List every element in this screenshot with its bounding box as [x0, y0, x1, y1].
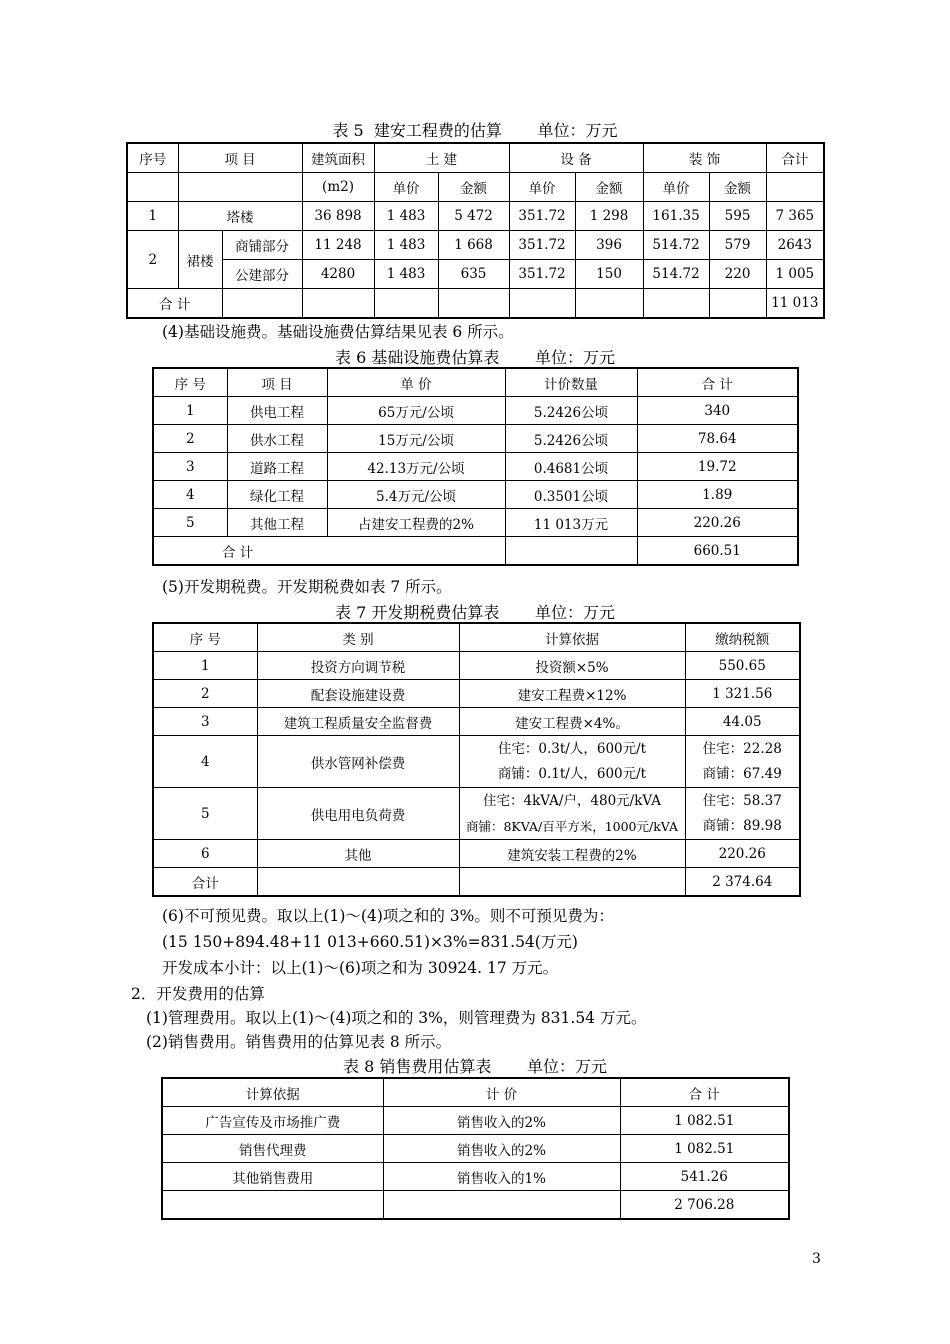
table-row [153, 509, 798, 537]
cell: 514.72 [643, 231, 709, 260]
cell: 建筑工程质量安全监督费 [257, 708, 459, 736]
t5-h-equip-price: 单价 [509, 173, 575, 202]
tax-line: 住宅：22.28 [702, 740, 782, 757]
table8-caption: 表 8 销售费用估算表 单位：万元 [343, 1057, 607, 1076]
cell: 635 [438, 260, 509, 289]
t5-h-deco-price: 单价 [643, 173, 709, 202]
table-row [162, 1107, 789, 1135]
cell: 65万元/公顷 [327, 397, 505, 425]
table-row [162, 1191, 789, 1220]
t6-h-qty: 计价数量 [505, 368, 637, 397]
cell: 投资额×5% [459, 652, 685, 680]
cell: 商铺部分 [222, 231, 302, 260]
cell: 6 [153, 840, 257, 868]
cell: 5.4万元/公顷 [327, 481, 505, 509]
cell [685, 736, 800, 788]
table-row [153, 397, 798, 425]
table-row [153, 481, 798, 509]
table6-caption: 表 6 基础设施费估算表 单位：万元 [335, 348, 615, 367]
page-number: 3 [812, 1251, 821, 1267]
tax-line: 商铺：89.98 [702, 817, 782, 834]
cell: 2 [153, 425, 227, 453]
cell: 销售收入的2% [383, 1135, 620, 1163]
t8-h-total: 合 计 [620, 1078, 789, 1107]
t5-blank [178, 173, 302, 202]
cell: 绿化工程 [227, 481, 327, 509]
table6 [152, 367, 799, 566]
cell: 5.2426公顷 [505, 397, 637, 425]
cell: 广告宣传及市场推广费 [162, 1107, 383, 1135]
cell: 1 082.51 [620, 1107, 789, 1135]
cell: 541.26 [620, 1163, 789, 1191]
table7-caption: 表 7 开发期税费估算表 单位：万元 [335, 603, 615, 622]
cell: 514.72 [643, 260, 709, 289]
t5-h-equip-amount: 金额 [575, 173, 643, 202]
cell: 0.3501公顷 [505, 481, 637, 509]
sum-label: 合计 [153, 868, 257, 897]
cell [222, 289, 302, 319]
cell: 5 [153, 788, 257, 840]
paragraph: (2)销售费用。销售费用的估算见表 8 所示。 [146, 1033, 452, 1051]
cell: 220 [709, 260, 766, 289]
t5-h-total: 合计 [766, 143, 824, 173]
cell: 3 [153, 708, 257, 736]
t5-h-item: 项 目 [178, 143, 302, 173]
cell: 15万元/公顷 [327, 425, 505, 453]
t5-h-civil-amount: 金额 [438, 173, 509, 202]
cell [162, 1191, 383, 1220]
cell [302, 289, 374, 319]
cell: 3 [153, 453, 227, 481]
cell: 1 668 [438, 231, 509, 260]
cell: 1 [153, 397, 227, 425]
cell: 579 [709, 231, 766, 260]
cell: 36 898 [302, 202, 374, 231]
t5-h-deco: 装 饰 [643, 143, 766, 173]
cell: 11 013万元 [505, 509, 637, 537]
cell: 配套设施建设费 [257, 680, 459, 708]
cell: 供水管网补偿费 [257, 736, 459, 788]
t6-h-no: 序 号 [153, 368, 227, 397]
cell: 2 [127, 231, 178, 289]
tax-line: 商铺：67.49 [702, 765, 782, 782]
cell: 供电工程 [227, 397, 327, 425]
cell: 公建部分 [222, 260, 302, 289]
cell [709, 289, 766, 319]
cell: 4 [153, 481, 227, 509]
t7-h-basis: 计算依据 [459, 623, 685, 652]
paragraph: (1)管理费用。取以上(1)～(4)项之和的 3%，则管理费为 831.54 万元。 [146, 1009, 647, 1027]
t6-h-total: 合 计 [637, 368, 798, 397]
cell: 1 [127, 202, 178, 231]
cell: 其他工程 [227, 509, 327, 537]
cell: 4280 [302, 260, 374, 289]
table7 [152, 622, 801, 897]
t5-h-civil: 土 建 [374, 143, 509, 173]
cell [257, 868, 459, 897]
table-row [153, 680, 800, 708]
table-row [153, 788, 800, 840]
t6-h-item: 项 目 [227, 368, 327, 397]
paragraph: (5)开发期税费。开发期税费如表 7 所示。 [162, 578, 452, 596]
t5-h-deco-amount: 金额 [709, 173, 766, 202]
cell: 供水工程 [227, 425, 327, 453]
table-row [153, 736, 800, 788]
t5-h-no: 序号 [127, 143, 178, 173]
cell: 其他销售费用 [162, 1163, 383, 1191]
sum-total: 2 706.28 [620, 1191, 789, 1220]
cell: 7 365 [766, 202, 824, 231]
cell: 4 [153, 736, 257, 788]
table-row [153, 708, 800, 736]
cell [575, 289, 643, 319]
cell: 销售收入的2% [383, 1107, 620, 1135]
sum-label: 合 计 [127, 289, 222, 319]
table-row [127, 260, 824, 289]
sum-total: 11 013 [766, 289, 824, 319]
cell: 裙楼 [178, 231, 222, 289]
cell: 1 082.51 [620, 1135, 789, 1163]
t7-h-tax: 缴纳税额 [685, 623, 800, 652]
cell: 1 321.56 [685, 680, 800, 708]
cell: 351.72 [509, 260, 575, 289]
basis-line: 商铺：8KVA/百平方米，1000元/kVA [465, 818, 678, 834]
cell: 19.72 [637, 453, 798, 481]
cell [374, 289, 438, 319]
table-row [127, 231, 824, 260]
cell [685, 788, 800, 840]
cell: 1 005 [766, 260, 824, 289]
cell [643, 289, 709, 319]
table5-caption: 表 5 建安工程费的估算 单位：万元 [332, 121, 618, 140]
t8-h-basis: 计算依据 [162, 1078, 383, 1107]
cell: 销售代理费 [162, 1135, 383, 1163]
cell: 44.05 [685, 708, 800, 736]
tax-line: 住宅：58.37 [702, 792, 782, 809]
t5-h-area-unit: (m2) [302, 173, 374, 202]
cell: 220.26 [685, 840, 800, 868]
cell: 351.72 [509, 231, 575, 260]
cell: 建安工程费×12% [459, 680, 685, 708]
cell: 161.35 [643, 202, 709, 231]
cell [459, 868, 685, 897]
table-row [153, 868, 800, 897]
paragraph: 开发成本小计：以上(1)～(6)项之和为 30924. 17 万元。 [162, 959, 559, 977]
cell: 351.72 [509, 202, 575, 231]
cell: 5 [153, 509, 227, 537]
cell: 0.4681公顷 [505, 453, 637, 481]
cell: 1 483 [374, 202, 438, 231]
table-row [153, 537, 798, 566]
cell: 340 [637, 397, 798, 425]
cell: 5.2426公顷 [505, 425, 637, 453]
cell: 396 [575, 231, 643, 260]
cell [509, 289, 575, 319]
t5-h-civil-price: 单价 [374, 173, 438, 202]
cell: 2 [153, 680, 257, 708]
cell [438, 289, 509, 319]
table5 [126, 142, 825, 319]
cell: 建安工程费×4%。 [459, 708, 685, 736]
table-row [162, 1163, 789, 1191]
cell: 建筑安装工程费的2% [459, 840, 685, 868]
cell: 道路工程 [227, 453, 327, 481]
cell: 其他 [257, 840, 459, 868]
paragraph: (6)不可预见费。取以上(1)～(4)项之和的 3%。则不可预见费为： [162, 907, 614, 925]
cell: 1 298 [575, 202, 643, 231]
cell: 11 248 [302, 231, 374, 260]
table-row [153, 453, 798, 481]
t7-h-type: 类 别 [257, 623, 459, 652]
cell [505, 537, 637, 566]
basis-line: 商铺：0.1t/人，600元/t [497, 765, 647, 782]
cell: 5 472 [438, 202, 509, 231]
basis-line: 住宅：0.3t/人，600元/t [497, 740, 647, 757]
sum-label: 合 计 [153, 537, 505, 566]
t7-h-no: 序 号 [153, 623, 257, 652]
table-row [162, 1135, 789, 1163]
cell [383, 1191, 620, 1220]
section-heading: 2．开发费用的估算 [131, 985, 265, 1003]
t5-blank [127, 173, 178, 202]
cell: 595 [709, 202, 766, 231]
basis-line: 住宅：4kVA/户，480元/kVA [483, 792, 661, 809]
t8-h-price: 计 价 [383, 1078, 620, 1107]
t6-h-price: 单 价 [327, 368, 505, 397]
sum-total: 660.51 [637, 537, 798, 566]
cell: 塔楼 [178, 202, 302, 231]
cell: 供电用电负荷费 [257, 788, 459, 840]
cell: 销售收入的1% [383, 1163, 620, 1191]
cell: 42.13万元/公顷 [327, 453, 505, 481]
cell: 占建安工程费的2% [327, 509, 505, 537]
table-row [153, 652, 800, 680]
cell: 220.26 [637, 509, 798, 537]
cell: 1 483 [374, 260, 438, 289]
t5-h-equip: 设 备 [509, 143, 643, 173]
cell: 150 [575, 260, 643, 289]
paragraph: (4)基础设施费。基础设施费估算结果见表 6 所示。 [162, 323, 514, 341]
cell: 2643 [766, 231, 824, 260]
table-row [127, 202, 824, 231]
table-row [153, 425, 798, 453]
sum-total: 2 374.64 [685, 868, 800, 897]
cell: 1.89 [637, 481, 798, 509]
cell [459, 788, 685, 840]
table-row [153, 840, 800, 868]
cell: 550.65 [685, 652, 800, 680]
t5-h-area: 建筑面积 [302, 143, 374, 173]
cell: 78.64 [637, 425, 798, 453]
cell: 1 483 [374, 231, 438, 260]
formula: (15 150+894.48+11 013+660.51)×3%=831.54(万元) [162, 933, 578, 951]
t5-blank [766, 173, 824, 202]
cell [459, 736, 685, 788]
table-row [127, 289, 824, 319]
cell: 1 [153, 652, 257, 680]
cell: 投资方向调节税 [257, 652, 459, 680]
table8 [161, 1077, 790, 1220]
